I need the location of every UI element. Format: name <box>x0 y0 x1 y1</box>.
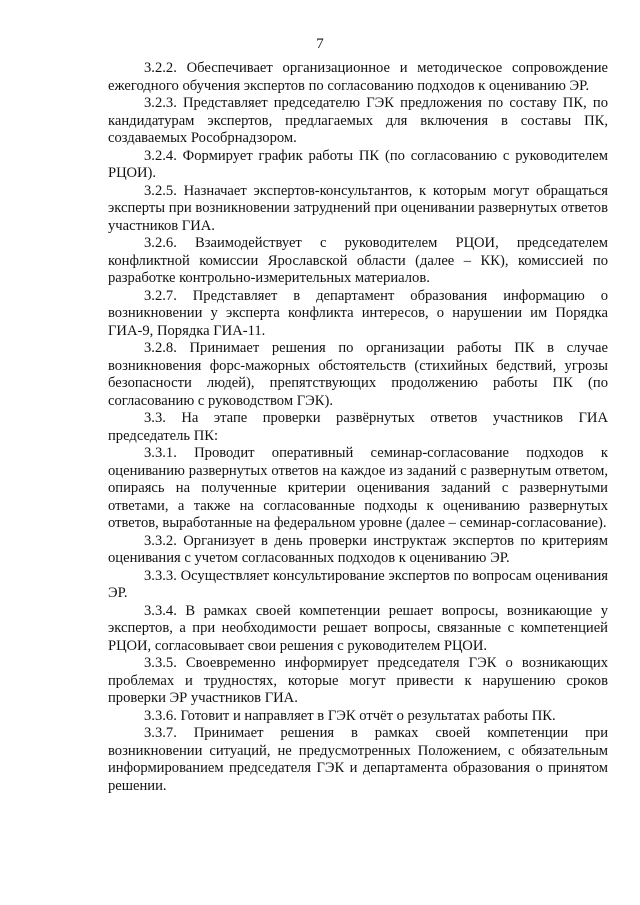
paragraph-3-2-2: 3.2.2. Обеспечивает организационное и методическое сопровождение ежегодного обучения экспертов по согласованию подходов к оцениванию ЭР. <box>108 60 608 94</box>
paragraph-3-3-4: 3.3.4. В рамках своей компетенции решает вопросы, возникающие у экспертов, а при необходимости решает вопросы, связанные с компетенцией РЦОИ, согласовывает свои решения с руководителем РЦОИ. <box>108 602 608 654</box>
paragraph-3-3-1: 3.3.1. Проводит оперативный семинар-согласование подходов к оцениванию развернутых ответов на каждое из заданий с развернутым ответом, опираясь на полученные критерии оценивания заданий с развернутыми ответами, а также на согласованные подходы к оцениванию развернутых ответов, выработанные на федеральном уровне (далее – семинар-согласование). <box>108 445 608 531</box>
paragraph-3-3-7: 3.3.7. Принимает решения в рамках своей компетенции при возникновении ситуаций, не предусмотренных Положением, с обязательным информированием председателя ГЭК и департамента образования о принятом решении. <box>108 725 608 794</box>
paragraph-3-3-5: 3.3.5. Своевременно информирует председателя ГЭК о возникающих проблемах и трудностях, которые могут привести к нарушению сроков проверки ЭР участников ГИА. <box>108 655 608 706</box>
page-number: 7 <box>316 36 324 52</box>
paragraph-3-2-5: 3.2.5. Назначает экспертов-консультантов, к которым могут обращаться эксперты при возникновении затруднений при оценивании развернутых ответов участников ГИА. <box>108 182 608 234</box>
paragraph-3-2-6: 3.2.6. Взаимодействует с руководителем РЦОИ, председателем конфликтной комиссии Ярославской области (далее – КК), комиссией по разработке контрольно-измерительных материалов. <box>108 235 608 286</box>
paragraph-3-3-6: 3.3.6. Готовит и направляет в ГЭК отчёт о результатах работы ПК. <box>144 707 556 724</box>
paragraph-3-3: 3.3. На этапе проверки развёрнутых ответов участников ГИА председатель ПК: <box>108 410 608 444</box>
paragraph-3-2-4: 3.2.4. Формирует график работы ПК (по согласованию с руководителем РЦОИ). <box>108 147 608 181</box>
paragraph-3-3-2: 3.3.2. Организует в день проверки инструктаж экспертов по критериям оценивания с учетом согласованных подходов к оцениванию ЭР. <box>108 532 608 566</box>
paragraph-3-2-7: 3.2.7. Представляет в департамент образования информацию о возникновении у эксперта конфликта интересов, о нарушении им Порядка ГИА-9, Порядка ГИА-11. <box>108 287 608 339</box>
paragraph-3-2-3: 3.2.3. Представляет председателю ГЭК предложения по составу ПК, по кандидатурам экспертов, предлагаемых для включения в составы ПК, создаваемых Рособрнадзором. <box>108 95 608 146</box>
paragraph-3-3-3: 3.3.3. Осуществляет консультирование экспертов по вопросам оценивания ЭР. <box>108 567 608 601</box>
document-body <box>108 60 608 795</box>
paragraph-3-2-8: 3.2.8. Принимает решения по организации работы ПК в случае возникновения форс-мажорных обстоятельств (стихийных бедствий, угрозы безопасности людей), препятствующих продолжению работы ПК (по согласованию с руководством ГЭК). <box>108 340 608 409</box>
